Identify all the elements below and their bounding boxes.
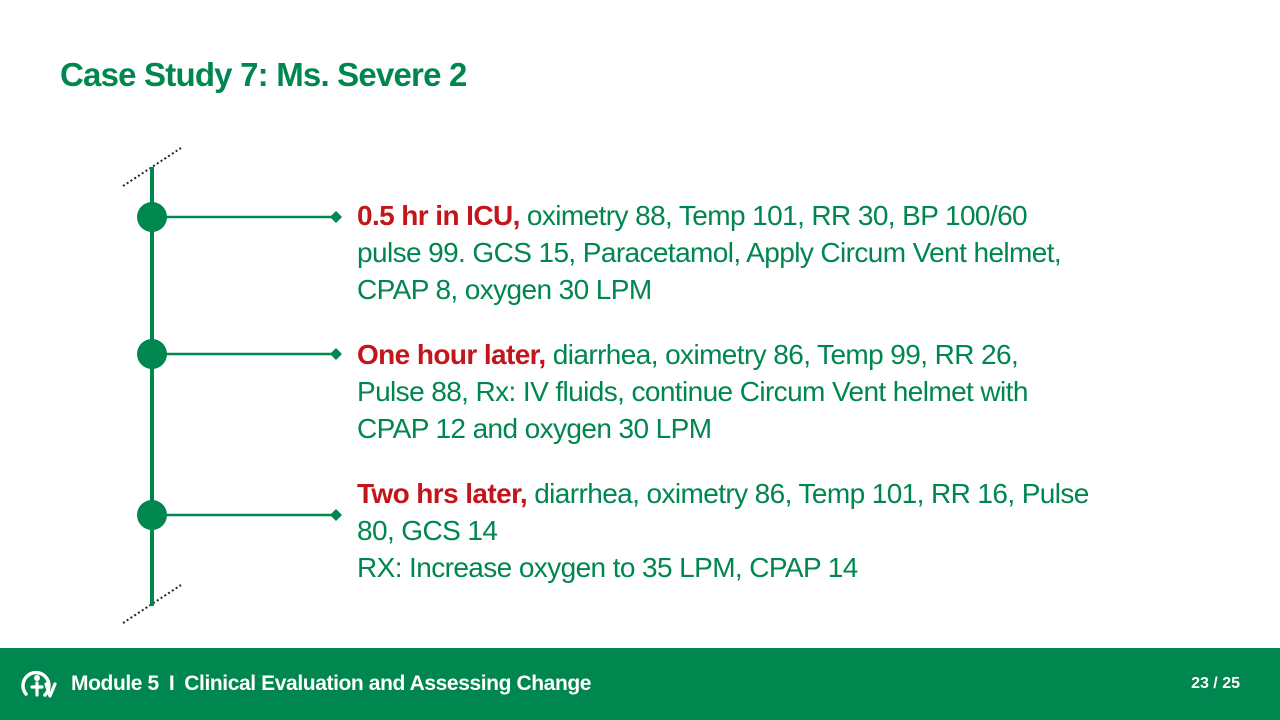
footer-separator: I [168,672,175,695]
page-number: 23 / 25 [1191,675,1240,692]
footer-module-title [71,672,591,696]
entry-text: CPAP 8, oxygen 30 LPM [357,274,652,305]
timeline-entry-3 [357,475,1187,586]
entry-lead: One hour later, [357,339,546,370]
entry-text: CPAP 12 and oxygen 30 LPM [357,413,712,444]
entry-lead: 0.5 hr in ICU, [357,200,520,231]
entry-text: 80, GCS 14 [357,515,498,546]
footer-course: Clinical Evaluation and Assessing Change [184,672,592,695]
page-current: 23 [1191,675,1209,692]
timeline-node-3 [137,500,342,530]
entry-text: diarrhea, oximetry 86, Temp 99, RR 26, [545,339,1019,370]
timeline-node-1 [137,202,342,232]
ventilator-person-icon [20,668,58,702]
entry-lead: Two hrs later, [357,478,528,509]
slide-title: Case Study 7: Ms. Severe 2 [60,56,467,93]
entry-text: pulse 99. GCS 15, Paracetamol, Apply Circum Vent helmet, [357,237,1062,268]
entry-text: Pulse 88, Rx: IV fluids, continue Circum Vent helmet with [357,376,1028,407]
entry-text: diarrhea, oximetry 86, Temp 101, RR 16, Pulse [527,478,1089,509]
timeline-entry-1 [357,197,1187,308]
timeline-node-2 [137,339,342,369]
page-total: 25 [1222,675,1240,692]
entry-text: RX: Increase oxygen to 35 LPM, CPAP 14 [357,552,858,583]
footer-module: Module 5 [71,672,159,695]
timeline-entry-2 [357,336,1187,447]
entry-text: oximetry 88, Temp 101, RR 30, BP 100/60 [519,200,1028,231]
footer-bar [0,648,1280,720]
